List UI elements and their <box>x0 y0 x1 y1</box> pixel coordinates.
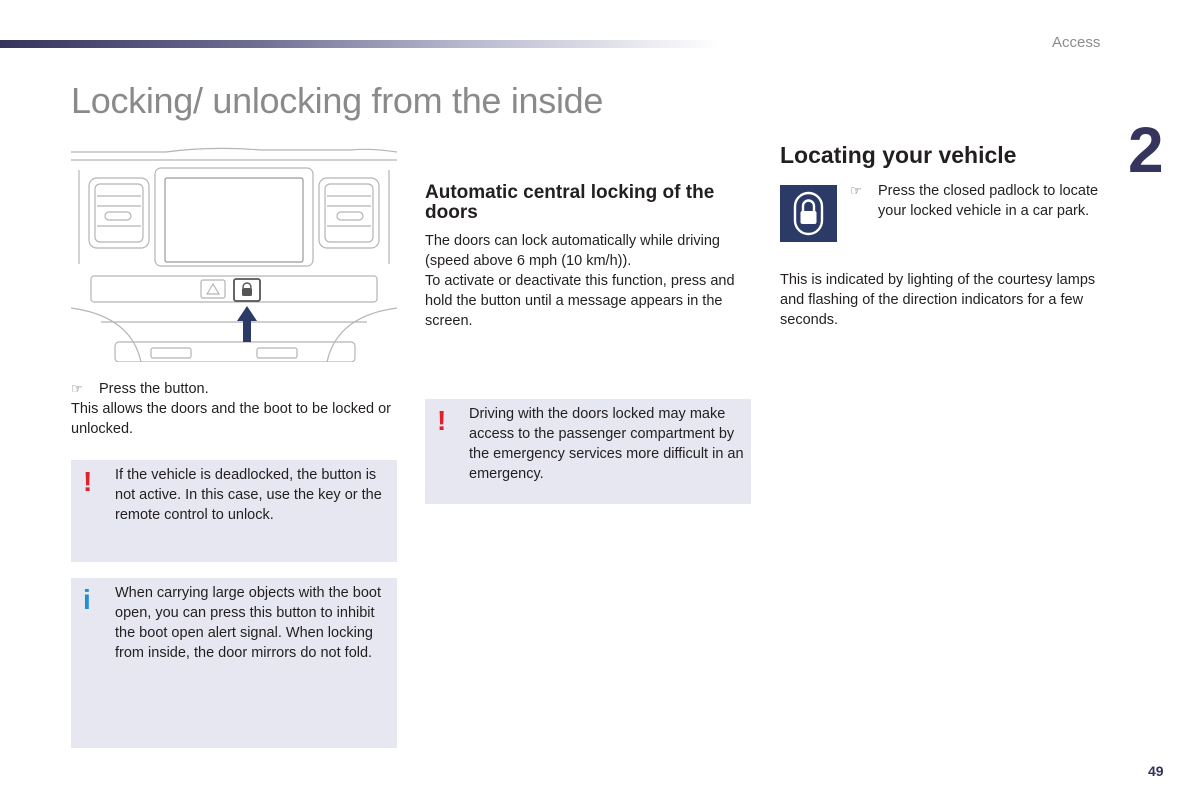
left-warning-text: If the vehicle is deadlocked, the button is not active. In this case, use the key or the remote control to unlock. <box>115 467 382 523</box>
dashboard-lock-button-illustration <box>71 146 397 362</box>
left-warning-note <box>71 460 397 562</box>
right-body-text: This is indicated by lighting of the courtesy lamps and flashing of the direction indicators for a few seconds. <box>780 272 1096 328</box>
chapter-number: 2 <box>1128 114 1164 186</box>
bullet-icon: ☞ <box>850 183 862 198</box>
header-gradient-bar <box>0 40 720 48</box>
page-number: 49 <box>1148 763 1164 779</box>
middle-heading: Automatic central locking of the doors <box>425 182 715 223</box>
middle-warning-text: Driving with the doors locked may make access to the passenger compartment by the emergency services more difficult in an emergency. <box>469 406 744 482</box>
warning-icon: ! <box>437 405 447 436</box>
middle-para-2: To activate or deactivate this function, press and hold the button until a message appears in the screen. <box>425 273 735 329</box>
section-name: Access <box>1052 34 1101 51</box>
bullet-icon: ☞ <box>71 381 83 396</box>
right-bullet <box>850 181 1128 221</box>
page-title: Locking/ unlocking from the inside <box>71 80 604 121</box>
left-bullet <box>71 379 401 399</box>
middle-column-text <box>425 231 755 331</box>
left-bullet-text: Press the button. <box>99 381 209 397</box>
right-bullet-text: Press the closed padlock to locate your locked vehicle in a car park. <box>878 183 1099 219</box>
closed-padlock-icon <box>780 185 837 242</box>
right-heading: Locating your vehicle <box>780 142 1017 168</box>
middle-warning-note <box>425 399 751 504</box>
left-info-text: When carrying large objects with the boot open, you can press this button to inhibit the boot open alert signal. When locking from inside, the door mirrors do not fold. <box>115 585 381 661</box>
middle-para-1: The doors can lock automatically while driving (speed above 6 mph (10 km/h)). <box>425 233 720 269</box>
left-body-text: This allows the doors and the boot to be locked or unlocked. <box>71 401 391 437</box>
info-icon: i <box>83 584 91 615</box>
left-column-text <box>71 379 401 439</box>
left-info-note <box>71 578 397 748</box>
closed-padlock-button[interactable] <box>780 185 837 242</box>
warning-icon: ! <box>83 466 93 497</box>
